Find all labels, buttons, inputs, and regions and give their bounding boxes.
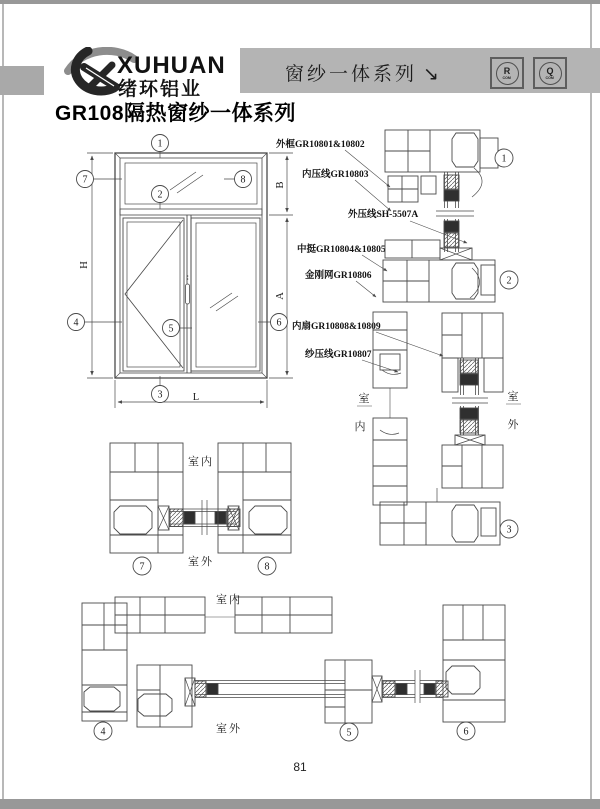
badge-r-letter: R — [503, 65, 511, 76]
glass-mark-top — [170, 172, 203, 193]
part-labels — [276, 138, 467, 372]
label-screen-bead: 纱压线GR10807 — [305, 350, 372, 360]
badge-q-sub: COM — [545, 74, 555, 80]
label-outer-frame: 外框GR10801&10802 — [276, 140, 365, 150]
dim-label-a: A — [275, 292, 286, 300]
elevation-callouts — [68, 135, 288, 403]
label-mullion: 中挺GR10804&10805 — [297, 245, 386, 255]
vstack-callout-1: 1 — [501, 153, 507, 165]
series-title: 窗纱一体系列 — [285, 64, 418, 85]
window-handle — [186, 275, 190, 304]
badge-r-circle — [496, 62, 519, 85]
page-title: GR108隔热窗纱一体系列 — [55, 102, 297, 125]
window-elevation — [68, 135, 294, 409]
dim-label-h: H — [79, 261, 90, 269]
section-mullion — [383, 240, 495, 302]
midpair-callout-7: 7 — [139, 561, 145, 573]
label-mesh: 金刚网GR10806 — [305, 271, 372, 281]
glass-mark-right — [210, 293, 238, 311]
vstack-callout-3: 3 — [506, 524, 512, 536]
casement-open-mark — [125, 220, 183, 368]
callout-5: 5 — [168, 323, 174, 335]
vstack-callout-2: 2 — [506, 275, 512, 287]
callout-6: 6 — [276, 317, 282, 329]
badge-q-circle — [539, 62, 562, 85]
midpair-indoor-label: 室内 — [188, 456, 214, 468]
certification-badge-q — [533, 57, 567, 89]
callout-2: 2 — [157, 189, 163, 201]
screen-sash-column — [373, 312, 407, 505]
vstack-outdoor-char1: 室 — [507, 391, 519, 403]
vertical-section-stack — [355, 130, 522, 545]
bottomrow-callouts — [94, 722, 475, 741]
label-outer-bead: 外压线SH-5507A — [348, 210, 419, 220]
technical-drawing — [0, 125, 600, 785]
certification-badge-r — [490, 57, 524, 89]
label-inner-sash: 内扇GR10808&10809 — [292, 322, 381, 332]
glass-sash-column — [437, 313, 503, 502]
bottomrow-outdoor-label: 室外 — [216, 723, 242, 735]
label-inner-bead: 内压线GR10803 — [302, 170, 369, 180]
bottomrow-callout-6: 6 — [463, 726, 469, 738]
midpair-outdoor-label: 室外 — [188, 556, 214, 568]
jamb-section-right — [218, 443, 291, 553]
brand-name-en: XUHUAN — [117, 52, 226, 79]
top-border-strip — [0, 0, 600, 4]
callout-8: 8 — [240, 174, 246, 186]
series-banner-text — [285, 59, 439, 86]
bottomrow-callout-5: 5 — [346, 727, 352, 739]
badge-r-sub: COM — [502, 74, 512, 80]
dim-label-l: L — [192, 392, 200, 403]
middle-section-pair — [110, 443, 291, 575]
left-meeting-stile-section — [325, 660, 420, 723]
dim-label-b: B — [275, 181, 286, 189]
brand-name-cn: 绪环铝业 — [118, 79, 203, 100]
bottom-border-strip — [0, 799, 600, 809]
jamb-section-left — [110, 443, 183, 553]
vstack-indoor-char1: 室 — [358, 393, 370, 405]
badge-q-letter: Q — [546, 65, 554, 76]
section-head-frame — [385, 130, 498, 202]
vstack-callouts — [495, 149, 518, 538]
logo-side-block — [0, 66, 44, 95]
glazing-unit-horizontal-mid — [158, 500, 240, 535]
section-sill — [380, 502, 500, 545]
midpair-callout-8: 8 — [264, 561, 270, 573]
left-sash-glazing-assembly — [137, 665, 345, 727]
frame-jamb-section — [82, 603, 127, 721]
vstack-indoor-char2: 内 — [354, 421, 366, 433]
right-meeting-stile-section — [420, 605, 505, 722]
bottomrow-callout-4: 4 — [100, 726, 106, 738]
page-number: 81 — [293, 760, 307, 774]
banner-arrow-icon: ↘ — [423, 64, 439, 85]
bottomrow-indoor-label: 室内 — [216, 594, 242, 606]
callout-1: 1 — [157, 138, 163, 150]
callout-3: 3 — [157, 389, 163, 401]
vstack-outdoor-char2: 外 — [507, 419, 519, 431]
glazing-unit-vertical-top — [436, 172, 474, 260]
callout-7: 7 — [82, 174, 88, 186]
bottom-section-row — [82, 592, 505, 741]
callout-4: 4 — [73, 317, 79, 329]
